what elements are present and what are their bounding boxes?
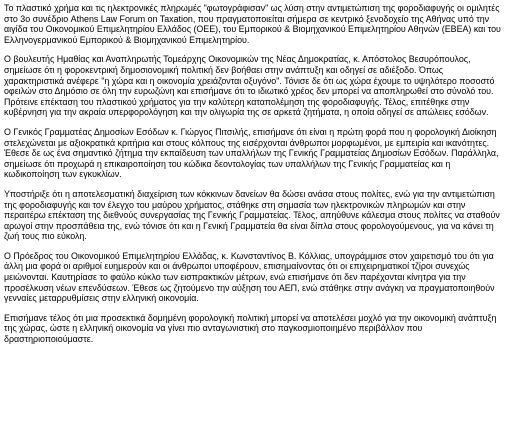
paragraph-pitsilis-continued: Υποστήριξε ότι η αποτελεσματική διαχείριση των κόκκινων δανείων θα δώσει ανάσα στους πολίτες, ενώ για την αντιμετώπιση της φοροδιαφυγής και τον έλεγχο του μαύρου χρήματος, στάθηκε στη σημασία των ηλεκτρονικών πληρωμών και στην περαιτέρω επέκταση της διεθνούς συνεργασίας της Γενικής Γραμματείας. Τέλος, απηύθυνε κάλεσμα στους πολίτες να σταθούν αρωγοί στην προσπάθεια της, ενώ τόνισε ότι και η Γενική Γραμματεία θα είναι δίπλα στους φορολογούμενους, για να κάνει τη ζωή τους πιο εύκολη. xyxy=(4,188,500,242)
paragraph-intro: Το πλαστικό χρήμα και τις ηλεκτρονικές πληρωμές "φωτογράφισαν" ως λύση στην αντιμετώπιση της φοροδιαφυγής οι ομιλητές στο 3ο συνέδριο Athens Law Forum on Taxation, που πραγματοποιείται σήμερα σε κεντρικό ξενοδοχείο της Αθήνας υπό την αιγίδα του Οικονομικού Επιμελητηρίου Ελλάδος (ΟΕΕ), του Εμπορικού & Βιομηχανικού Επιμελητηρίου Αθηνών (ΕΒΕΑ) και του Ελληνογερμανικού Εμπορικού & Βιομηχανικού Επιμελητηρίου. xyxy=(4,3,501,45)
paragraph-pitsilis: Ο Γενικός Γραμματέας Δημοσίων Εσόδων κ. Γιώργος Πιτσιλής, επισήμανε ότι είναι η πρώτη φορά που η φορολογική Διοίκηση στελεχώνεται με αξιοκρατικά κριτήρια και στους κόλπους της εισέρχονται άνθρωποι μορφωμένοι, με εμπειρία και ικανότητες. Έθεσε δε ως ένα σημαντικό ζήτημα την εκπαίδευση των υπαλλήλων της Γενικής Γραμματείας Δημοσίων Εσόδων. Παράλληλα, σημείωσε ότι προχωρά η επικαιροποίηση του κώδικα δεοντολογίας των υπαλλήλων της Γενικής Γραμματείας και η κωδικοποίηση των εγκυκλίων. xyxy=(4,126,499,180)
paragraph-kollias: Ο Πρόεδρος του Οικονομικού Επιμελητηρίου Ελλάδας, κ. Κωνσταντίνος Β. Κόλλιας, υπογράμμισε στον χαιρετισμό του ότι για άλλη μια φορά οι αριθμοί ευημερούν και οι άνθρωποι υποφέρουν, επισημαίνοντας ότι οι επιχειρηματικοί τζίροι συνεχώς μειώνονται. Καυτηρίασε το φαύλο κύκλο των εισπρακτικών μέτρων, ενώ επισήμανε ότι δεν παρέχονται κίνητρα για την προσέλκυση νέων επενδύσεων. Έθεσε ως ζητούμενο την αύξηση του ΑΕΠ, ενώ στάθηκε στην ανάγκη να πραγματοποιηθούν γενναίες μεταρρυθμίσεις στην ελληνική οικονομία. xyxy=(4,250,495,304)
paragraph-closing: Επισήμανε τέλος ότι μια προσεκτικά δομημένη φορολογική πολιτική μπορεί να αποτελέσει μοχλό για την οικονομική ανάπτυξη της χώρας, ώστε η ελληνική οικονομία να γίνει πιο ανταγωνιστική στο παγκοσμιοποιημένο περιβάλλον που δραστηριοποιούμαστε. xyxy=(4,312,497,345)
paragraph-vesyropoulos: Ο βουλευτής Ημαθίας και Αναπληρωτής Τομεάρχης Οικονομικών της Νέας Δημοκρατίας, κ. Απόστολος Βεσυρόπουλος, σημείωσε ότι η φοροκεντρική δημοσιονομική πολιτική δεν βοήθαει στην ανάπτυξη και οδηγεί σε αδιέξοδο. Όπως χαρακτηριστικά ανέφερε "η χώρα και η οικονομία χρειάζονται οξυγόνο". Τόνισε δε ότι ως χώρα έχουμε το υψηλότερο ποσοστό οφειλών στο Δημόσιο σε όλη την ευρωζώνη και επισήμανε ότι το ιδιωτικό χρέος δεν μπορεί να αποπληρωθεί στο σύνολό του. Πρότεινε επέκταση του πλαστικού χρήματος για την καλύτερη καταπολέμηση της φοροδιαφυγής. Τέλος, επιτέθηκε στην κυβέρνηση για την ακραία υπερφορολόγηση και την ολιγωρία της σε αρκετά ζητήματα, η οποία οδηγεί σε απώλειες εσόδων. xyxy=(4,54,495,118)
